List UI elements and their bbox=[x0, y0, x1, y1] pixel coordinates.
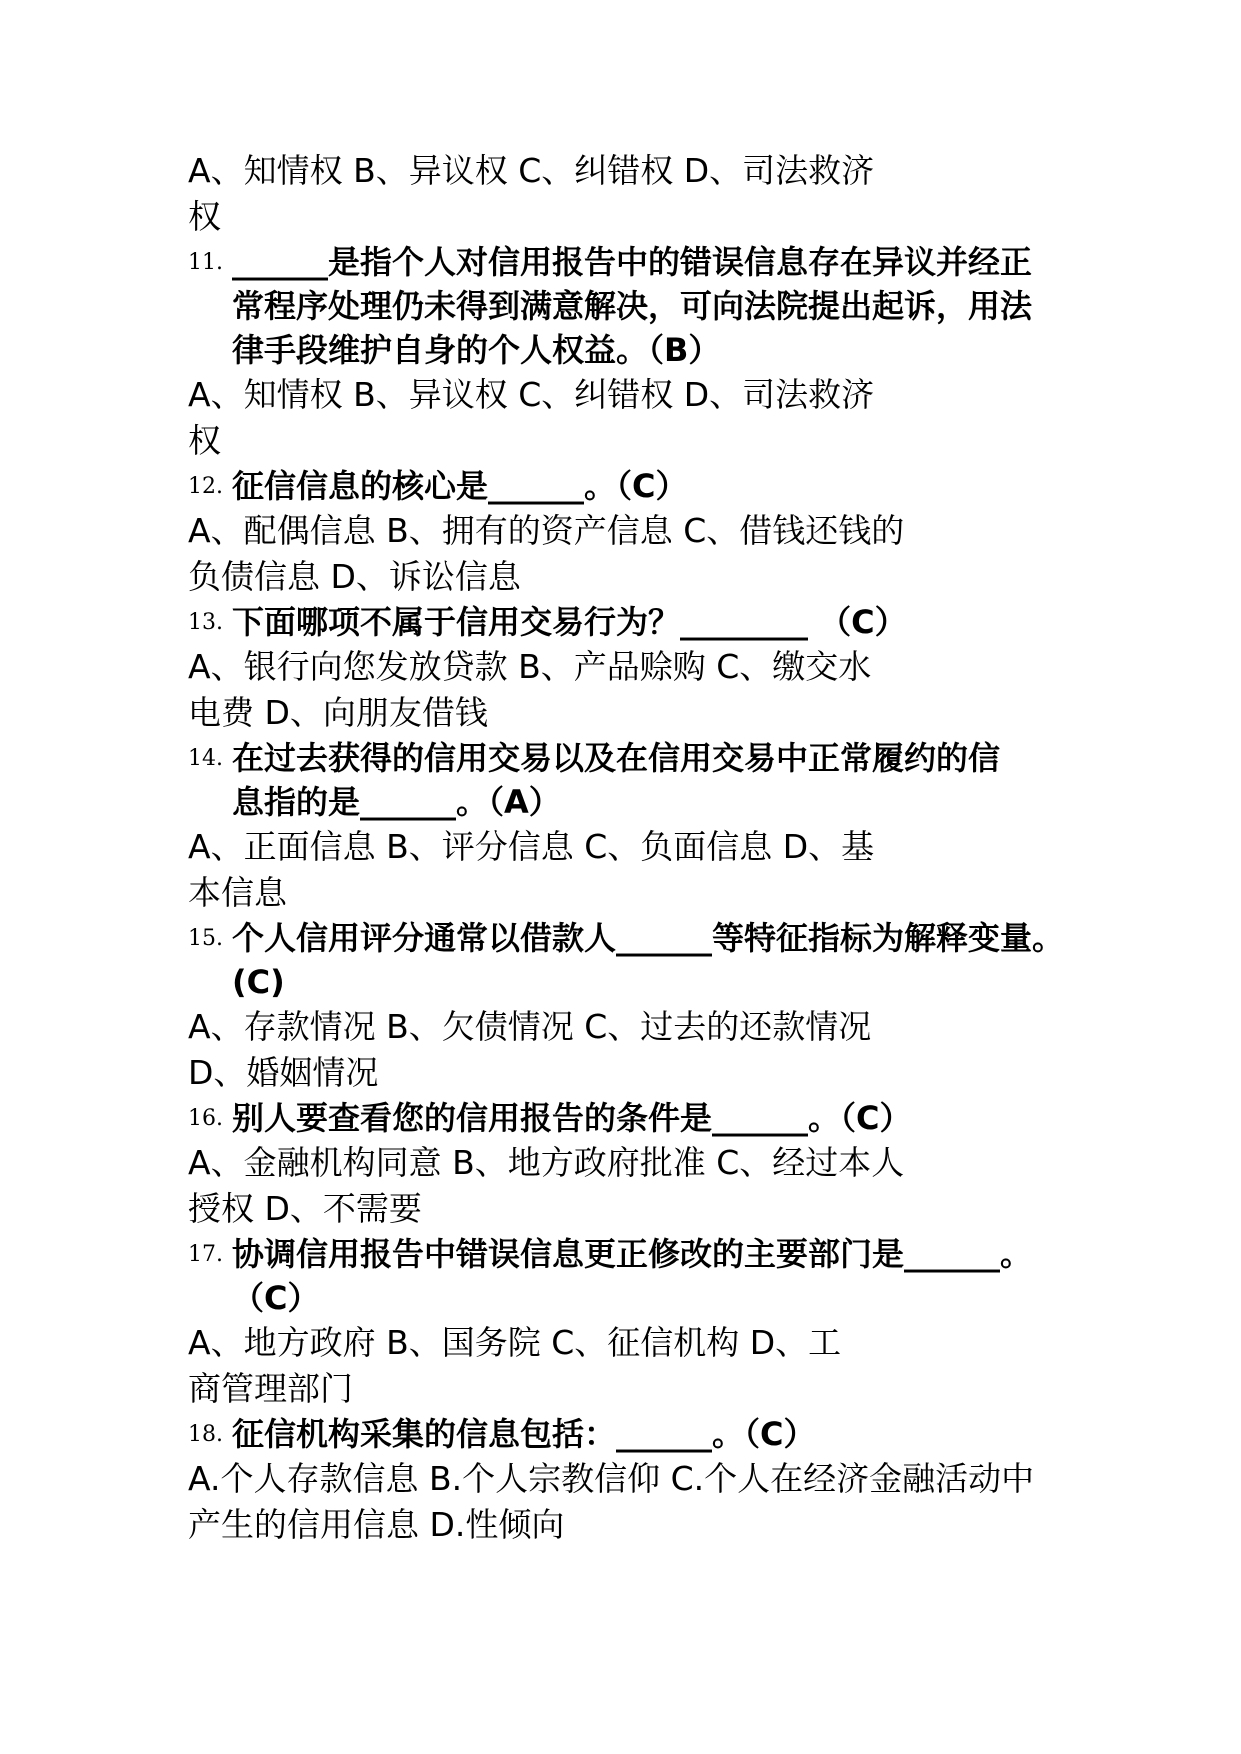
question-text-line: 常程序处理仍未得到满意解决，可向法院提出起诉，用法 bbox=[232, 287, 1033, 325]
option-line: D、婚姻情况 bbox=[188, 1053, 379, 1092]
question-16 bbox=[188, 1096, 1088, 1140]
option-line: 产生的信用信息 D.性倾向 bbox=[188, 1505, 565, 1544]
question-number: 16. bbox=[188, 1106, 223, 1131]
question-number: 18. bbox=[188, 1422, 223, 1447]
question-text-line: 下面哪项不属于信用交易行为？________ （C） bbox=[232, 603, 907, 641]
question-number: 14. bbox=[188, 746, 223, 771]
question-number: 15. bbox=[188, 926, 223, 951]
option-line: A、金融机构同意 B、地方政府批准 C、经过本人 bbox=[188, 1143, 905, 1182]
document-page bbox=[188, 148, 1088, 1548]
option-line: A、存款情况 B、欠债情况 C、过去的还款情况 bbox=[188, 1007, 872, 1046]
option-line: A、正面信息 B、评分信息 C、负面信息 D、基 bbox=[188, 827, 875, 866]
option-line: A、地方政府 B、国务院 C、征信机构 D、工 bbox=[188, 1323, 842, 1362]
question-17 bbox=[188, 1232, 1088, 1320]
question-18 bbox=[188, 1412, 1088, 1456]
option-line: A.个人存款信息 B.个人宗教信仰 C.个人在经济金融活动中 bbox=[188, 1459, 1035, 1498]
question-text-line: 在过去获得的信用交易以及在信用交易中正常履约的信 bbox=[232, 739, 1001, 777]
question-text-line: 别人要查看您的信用报告的条件是______。（C） bbox=[232, 1099, 912, 1137]
question-11 bbox=[188, 240, 1088, 372]
option-line: A、银行向您发放贷款 B、产品赊购 C、缴交水 bbox=[188, 647, 872, 686]
question-number: 13. bbox=[188, 610, 223, 635]
option-line: A、配偶信息 B、拥有的资产信息 C、借钱还钱的 bbox=[188, 511, 905, 550]
option-line: 授权 D、不需要 bbox=[188, 1189, 422, 1228]
question-number: 12. bbox=[188, 474, 223, 499]
question-text-line: （C） bbox=[232, 1279, 320, 1317]
question-text-line: 个人信用评分通常以借款人______等特征指标为解释变量。 bbox=[232, 919, 1065, 957]
question-text-line: ______是指个人对信用报告中的错误信息存在异议并经正 bbox=[232, 243, 1033, 281]
question-13 bbox=[188, 600, 1088, 644]
question-text-line: (C) bbox=[232, 963, 285, 1001]
question-number: 11. bbox=[188, 250, 223, 275]
option-line: 商管理部门 bbox=[188, 1369, 353, 1408]
question-text-line: 协调信用报告中错误信息更正修改的主要部门是______。 bbox=[232, 1235, 1033, 1273]
option-line: 权 bbox=[188, 197, 221, 236]
option-line: 负债信息 D、诉讼信息 bbox=[188, 557, 521, 596]
question-14 bbox=[188, 736, 1088, 824]
option-line: 权 bbox=[188, 421, 221, 460]
question-15 bbox=[188, 916, 1088, 1004]
question-number: 17. bbox=[188, 1242, 223, 1267]
option-line: 本信息 bbox=[188, 873, 287, 912]
option-line: 电费 D、向朋友借钱 bbox=[188, 693, 488, 732]
question-text-line: 征信机构采集的信息包括：______。（C） bbox=[232, 1415, 816, 1453]
option-line: A、知情权 B、异议权 C、纠错权 D、司法救济 bbox=[188, 151, 875, 190]
question-12 bbox=[188, 464, 1088, 508]
option-line: A、知情权 B、异议权 C、纠错权 D、司法救济 bbox=[188, 375, 875, 414]
question-text-line: 征信信息的核心是______。（C） bbox=[232, 467, 688, 505]
question-text-line: 息指的是______。（A） bbox=[232, 783, 561, 821]
question-text-line: 律手段维护自身的个人权益。（B） bbox=[232, 331, 721, 369]
